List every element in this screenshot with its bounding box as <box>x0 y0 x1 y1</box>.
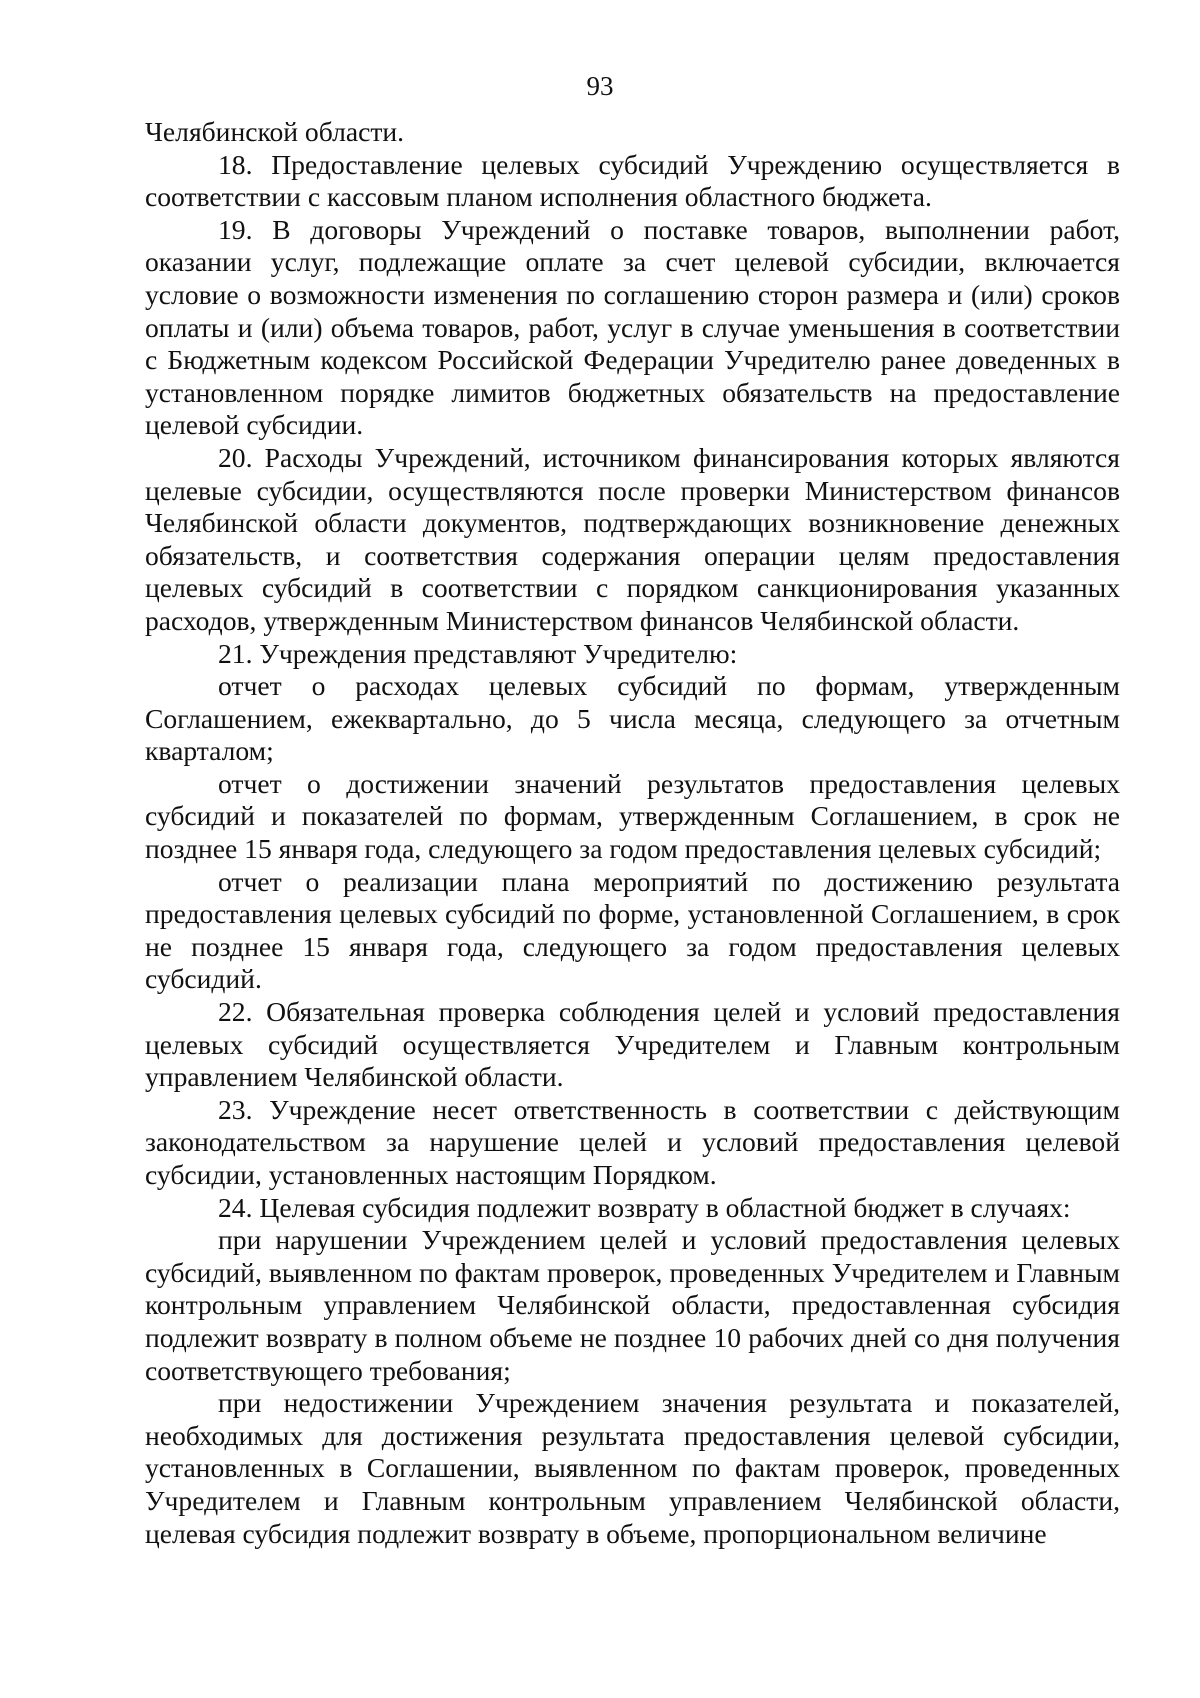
paragraph-21-report-plan: отчет о реализации плана мероприятий по достижению результата предоставления целевых субсидий по форме, установленной Соглашением, в срок не позднее 15 января года, следующего за годом предоставления целевых субсидий. <box>145 865 1120 995</box>
paragraph-20: 20. Расходы Учреждений, источником финансирования которых являются целевые субсидии, осуществляются после проверки Министерством финансов Челябинской области документов, подтверждающих возникновение денежных обязательств, и соответствия содержания операции целям предоставления целевых субсидий в соответствии с порядком санкционирования указанных расходов, утвержденным Министерством финансов Челябинской области. <box>145 441 1120 636</box>
page-number: 93 <box>586 71 614 101</box>
paragraph-22: 22. Обязательная проверка соблюдения целей и условий предоставления целевых субсидий осуществляется Учредителем и Главным контрольным управлением Челябинской области. <box>145 996 1120 1093</box>
paragraph-24-violation: при нарушении Учреждением целей и условий предоставления целевых субсидий, выявленном по фактам проверок, проведенных Учредителем и Главным контрольным управлением Челябинской области, предоставленная субсидия подлежит возврату в полном объеме не позднее 10 рабочих дней со дня получения соответствующего требования; <box>145 1224 1120 1386</box>
paragraph-21-report-results: отчет о достижении значений результатов предоставления целевых субсидий и показателей по формам, утвержденным Соглашением, в срок не позднее 15 января года, следующего за годом предоставления целевых субсидий; <box>145 767 1120 865</box>
paragraph-19: 19. В договоры Учреждений о поставке товаров, выполнении работ, оказании услуг, подлежащие оплате за счет целевой субсидии, включается условие о возможности изменения по соглашению сторон размера и (или) сроков оплаты и (или) объема товаров, работ, услуг в случае уменьшения в соответствии с Бюджетным кодексом Российской Федерации Учредителю ранее доведенных в установленном порядке лимитов бюджетных обязательств на предоставление целевой субсидии. <box>145 213 1120 441</box>
paragraph-21: 21. Учреждения представляют Учредителю: <box>218 637 738 669</box>
paragraph-24: 24. Целевая субсидия подлежит возврату в областной бюджет в случаях: <box>218 1191 1071 1223</box>
paragraph-21-report-expenses: отчет о расходах целевых субсидий по формам, утвержденным Соглашением, ежеквартально, до 5 числа месяца, следующего за отчетным кварталом; <box>145 670 1120 767</box>
paragraph-continuation: Челябинской области. <box>145 116 405 147</box>
paragraph-23: 23. Учреждение несет ответственность в соответствии с действующим законодательством за нарушение целей и условий предоставления целевой субсидии, установленных настоящим Порядком. <box>145 1093 1120 1190</box>
paragraph-24-non-achievement: при недостижении Учреждением значения результата и показателей, необходимых для достижения результата предоставления целевой субсидии, установленных в Соглашении, выявленном по фактам проверок, проведенных Учредителем и Главным контрольным управлением Челябинской области, целевая субсидия подлежит возврату в объеме, пропорциональном величине <box>145 1387 1120 1549</box>
paragraph-18: 18. Предоставление целевых субсидий Учреждению осуществляется в соответствии с кассовым планом исполнения областного бюджета. <box>145 148 1120 213</box>
document-body <box>145 116 1120 1550</box>
